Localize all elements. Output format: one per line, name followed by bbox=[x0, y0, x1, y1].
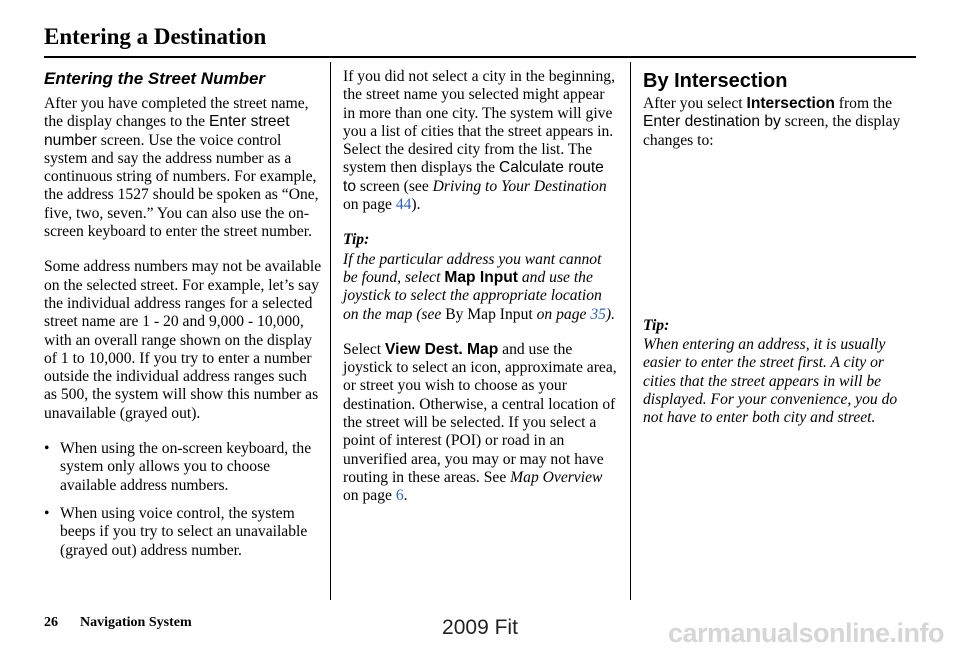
bullet-icon: • bbox=[44, 440, 50, 458]
text: After you have completed the street name, the display changes to the bbox=[44, 95, 309, 131]
column-divider bbox=[630, 62, 631, 600]
text: screen, the display changes to: bbox=[643, 113, 901, 149]
column-1 bbox=[44, 68, 322, 570]
column-3 bbox=[643, 68, 919, 445]
screen-image-placeholder bbox=[643, 167, 919, 317]
site-watermark: carmanualsonline.info bbox=[667, 618, 944, 648]
list-item-text: When using the on-screen keyboard, the system only allows you to choose available address numbers. bbox=[60, 440, 312, 494]
cross-reference: Driving to Your Destination bbox=[432, 177, 607, 195]
model-watermark: 2009 Fit bbox=[442, 616, 518, 639]
paragraph bbox=[343, 68, 617, 214]
tip-text bbox=[643, 336, 919, 427]
page-link[interactable]: 44 bbox=[395, 196, 412, 214]
button-name: Map Input bbox=[444, 268, 518, 286]
bullet-list bbox=[44, 440, 322, 560]
tip-label: Tip: bbox=[343, 231, 370, 249]
text: When entering an address, it is usually easier to enter the street first. A city or cities that the street appears in will be displayed. For your convenience, you do not have to enter both city and street. bbox=[643, 336, 898, 427]
screen-name: Calculate route to bbox=[343, 159, 604, 195]
text: on page bbox=[343, 487, 396, 505]
paragraph bbox=[343, 341, 617, 506]
cross-reference: Map Overview bbox=[510, 468, 603, 486]
text: on page bbox=[532, 305, 591, 323]
screen-name: Enter street number bbox=[44, 113, 290, 149]
screen-name: Enter destination by bbox=[643, 113, 781, 131]
text: and use the joystick to select an icon, approximate area, or street you wish to choose as your destination. Otherwise, a central location of the street will be selected. If you select a point of interest (POI) or road in an unverified area, you may or may not have routing in these areas. See bbox=[343, 340, 617, 486]
section-heading-by-intersection: By Intersection bbox=[643, 70, 788, 92]
text: ). bbox=[605, 305, 615, 323]
paragraph bbox=[44, 95, 322, 241]
text: After you select bbox=[643, 95, 747, 112]
paragraph: Some address numbers may not be available on the selected street. For example, let’s say the individual address ranges for a selected street name are 1 - 20 and 9,000 - 10,000, with an overall range shown on the display of 1 to 10,000. If you try to enter a number outside the individual address ranges such as 500, the system will show this number as unavailable (grayed out). bbox=[44, 258, 322, 422]
text: If the particular address you want cannot be found, select bbox=[343, 250, 602, 286]
list-item bbox=[44, 440, 322, 495]
text: from the bbox=[834, 95, 893, 112]
tip-text bbox=[343, 251, 617, 324]
text: on page bbox=[343, 196, 396, 214]
tip-label: Tip: bbox=[643, 316, 670, 334]
button-name: View Dest. Map bbox=[385, 340, 499, 358]
button-name: Intersection bbox=[746, 95, 835, 112]
text: ). bbox=[411, 196, 421, 214]
page-link[interactable]: 35 bbox=[590, 305, 606, 323]
paragraph bbox=[643, 95, 919, 150]
footer-section-title: Navigation System bbox=[80, 615, 192, 630]
text: screen (see bbox=[356, 177, 433, 195]
text: screen. Use the voice control system and say the address number as a continuous string of numbers. For example, the address 1527 should be spoken as “One, five, two, seven.” You can also use the on-screen keyboard to enter the street number. bbox=[44, 131, 319, 241]
title-rule bbox=[44, 56, 916, 58]
page-title: Entering a Destination bbox=[44, 24, 267, 49]
text: and use the joystick to select the appropriate location on the map (see bbox=[343, 268, 602, 323]
column-2 bbox=[343, 68, 617, 523]
text: . bbox=[403, 487, 408, 505]
list-item-text: When using voice control, the system beeps if you try to select an unavailable (grayed out) address number. bbox=[60, 504, 308, 559]
text: If you did not select a city in the beginning, the street name you selected might appear in more than one city. The system will give you a list of cities that the street appears in. Select the desired city from the list. The system then displays the bbox=[343, 68, 615, 177]
column-divider bbox=[330, 62, 331, 600]
cross-reference: By Map Input bbox=[445, 305, 533, 323]
page-link[interactable]: 6 bbox=[395, 487, 404, 505]
list-item bbox=[44, 505, 322, 560]
bullet-icon: • bbox=[44, 504, 50, 522]
text: Select bbox=[343, 340, 385, 358]
page-number: 26 bbox=[44, 615, 58, 630]
section-heading-street-number: Entering the Street Number bbox=[44, 69, 266, 88]
